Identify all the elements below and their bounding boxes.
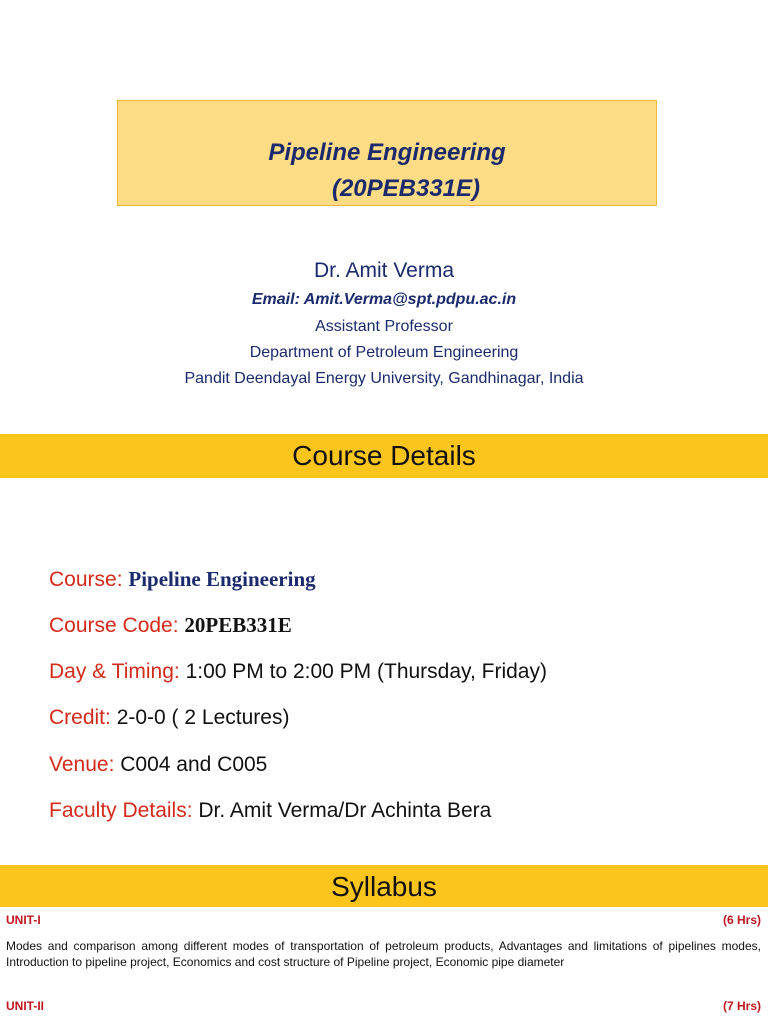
unit-1-hours: (6 Hrs) [722, 913, 761, 927]
instructor-email: Email: Amit.Verma@spt.pdpu.ac.in [251, 291, 517, 308]
unit-2-header [6, 999, 761, 1013]
detail-timing-label: Day & Timing: [49, 660, 180, 683]
detail-timing-value: 1:00 PM to 2:00 PM (Thursday, Friday) [185, 660, 547, 683]
instructor-university: Pandit Deendayal Energy University, Gandhinagar, India [184, 370, 584, 387]
detail-course-value: Pipeline Engineering [128, 567, 316, 591]
syllabus-heading: Syllabus [0, 865, 768, 907]
course-details-heading: Course Details [0, 434, 768, 478]
detail-credit [49, 706, 289, 730]
course-title: Pipeline Engineering [268, 139, 506, 166]
unit-1-title: UNIT-I [6, 913, 41, 927]
detail-credit-label: Credit: [49, 706, 111, 729]
detail-faculty-label: Faculty Details: [49, 799, 193, 822]
unit-2-hours: (7 Hrs) [722, 999, 761, 1013]
course-code-title: (20PEB331E) [331, 175, 481, 202]
unit-1-description: Modes and comparison among different modes of transportation of petroleum products, Advantages and limitations of pipelines modes, Introduction to pipeline project, Economics and cost structure of Pipeline project, Economic pipe diameter [6, 939, 761, 969]
unit-2-title: UNIT-II [6, 999, 44, 1013]
detail-venue [49, 753, 267, 777]
detail-venue-value: C004 and C005 [120, 753, 268, 776]
detail-code-value: 20PEB331E [184, 613, 292, 637]
detail-code [49, 613, 292, 638]
course-title-box [117, 100, 657, 206]
detail-credit-value: 2-0-0 ( 2 Lectures) [116, 706, 290, 729]
detail-faculty-value: Dr. Amit Verma/Dr Achinta Bera [198, 799, 492, 822]
detail-course [49, 567, 316, 592]
detail-timing [49, 660, 547, 684]
instructor-name: Dr. Amit Verma [313, 259, 455, 282]
instructor-department: Department of Petroleum Engineering [249, 344, 519, 361]
instructor-designation: Assistant Professor [315, 318, 453, 335]
detail-venue-label: Venue: [49, 753, 115, 776]
detail-course-label: Course: [49, 568, 123, 591]
unit-1-header [6, 913, 761, 927]
detail-code-label: Course Code: [49, 614, 179, 637]
detail-faculty [49, 799, 491, 823]
